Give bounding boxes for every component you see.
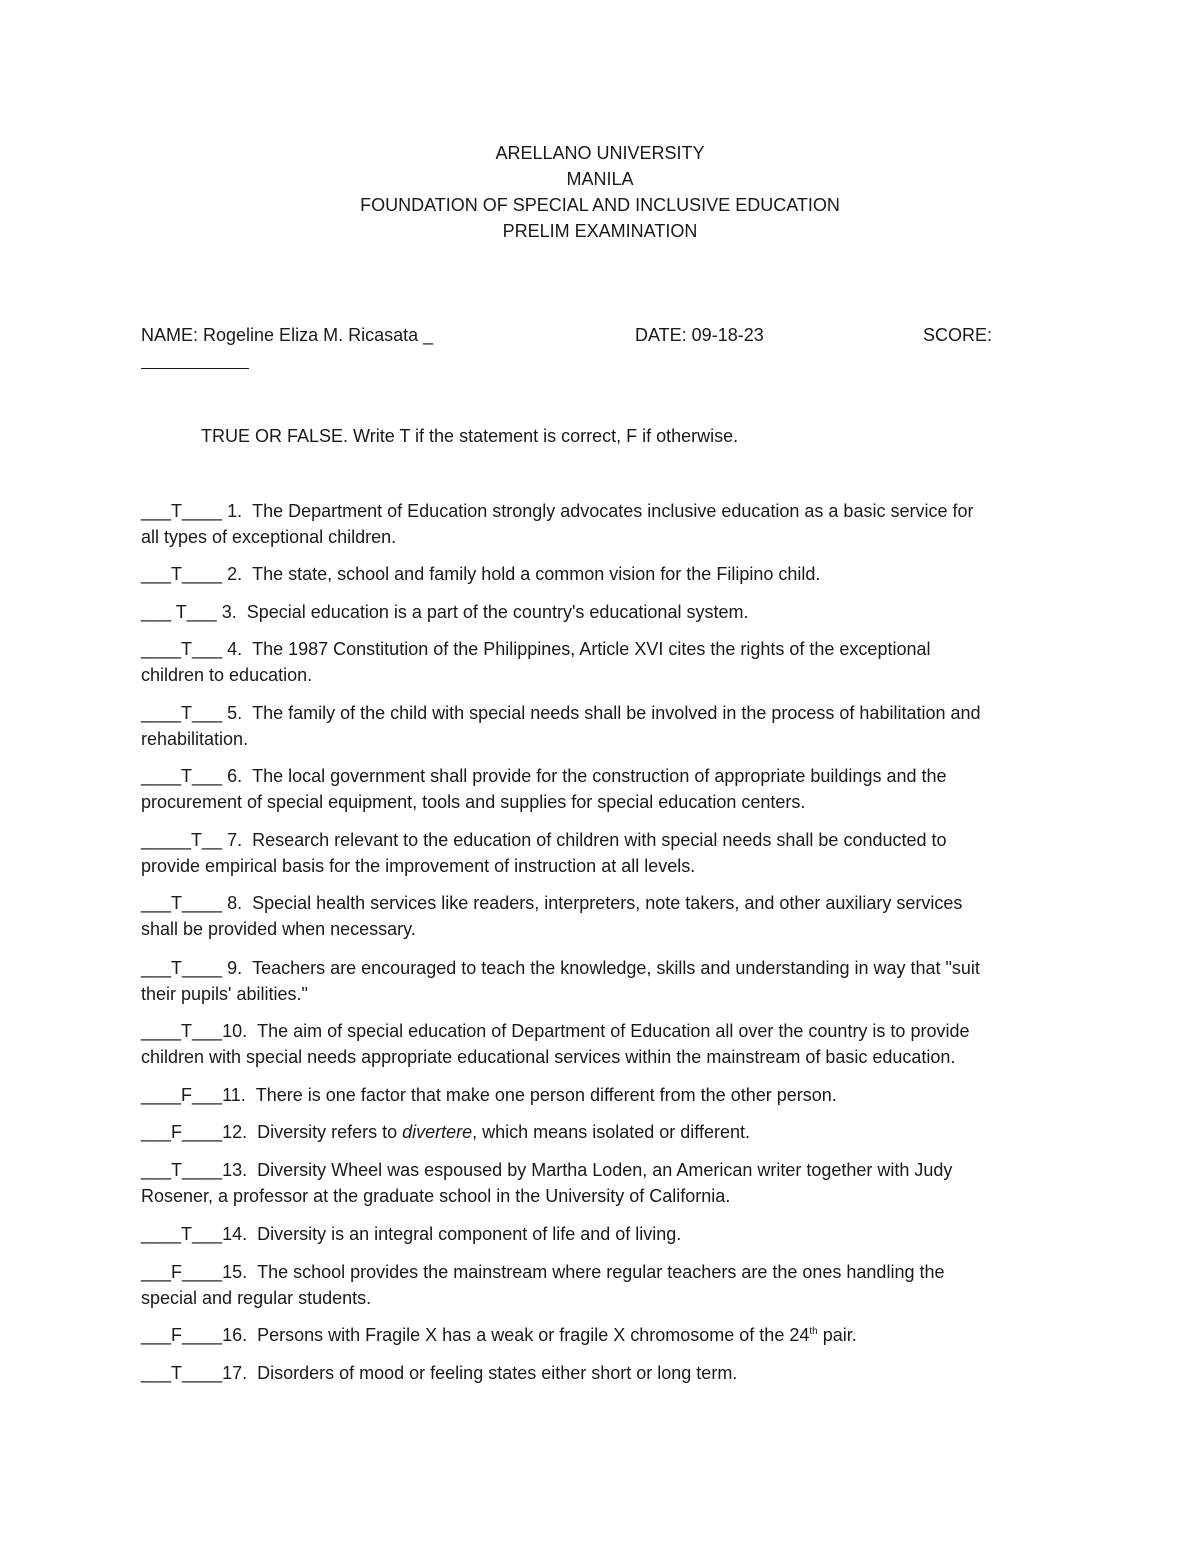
question-text-cont: rehabilitation. (141, 728, 249, 749)
instructions: TRUE OR FALSE. Write T if the statement is correct, F if otherwise. (201, 426, 739, 446)
superscript-th: th (809, 1326, 818, 1337)
question-text: The state, school and family hold a common vision for the Filipino child. (252, 564, 821, 584)
answer-blank: ___T____17. (141, 1363, 248, 1383)
question-text-cont: special and regular students. (141, 1287, 372, 1308)
university-name: ARELLANO UNIVERSITY (495, 143, 705, 163)
question-text: The local government shall provide for the construction of appropriate buildings and the (252, 766, 947, 786)
answer-blank: ___F____15. (141, 1262, 248, 1282)
question-text-post: pair. (817, 1325, 857, 1345)
question-text-cont: all types of exceptional children. (141, 526, 397, 547)
question-text: The 1987 Constitution of the Philippines, Article XVI cites the rights of the exceptional (252, 639, 931, 659)
exam-header (0, 140, 1200, 244)
answer-blank: ___F____12. (141, 1122, 248, 1142)
question-text-cont: their pupils' abilities." (141, 983, 308, 1004)
question-item (141, 828, 1061, 879)
answer-blank: ____T___14. (141, 1224, 248, 1244)
answer-blank: ___T____ 9. (141, 958, 243, 978)
score-blank-line (141, 368, 249, 369)
question-item (141, 562, 1061, 588)
question-item (141, 764, 1061, 815)
question-item (141, 891, 1061, 942)
question-text: The Department of Education strongly advocates inclusive education as a basic service for (252, 501, 974, 521)
question-item (141, 499, 1061, 550)
question-text: The aim of special education of Department of Education all over the country is to provide (257, 1021, 970, 1041)
course-title: FOUNDATION OF SPECIAL AND INCLUSIVE EDUCATION (360, 195, 840, 215)
answer-blank: _____T__ 7. (141, 830, 243, 850)
answer-blank: ____T___ 4. (141, 639, 243, 659)
question-item (141, 1158, 1061, 1209)
question-text-italic: divertere (402, 1122, 473, 1142)
score-label: SCORE: (923, 325, 993, 345)
question-text-pre: Diversity refers to (257, 1122, 403, 1142)
question-text: The family of the child with special needs shall be involved in the process of habilitation and (252, 703, 981, 723)
campus-location: MANILA (566, 169, 634, 189)
question-text: There is one factor that make one person different from the other person. (255, 1085, 837, 1105)
answer-blank: ___ T___ 3. (141, 602, 237, 622)
answer-blank: ____T___10. (141, 1021, 248, 1041)
question-text: Research relevant to the education of children with special needs shall be conducted to (252, 830, 947, 850)
question-item (141, 637, 1061, 688)
answer-blank: ___F____16. (141, 1325, 248, 1345)
student-info-row (141, 322, 1061, 348)
question-item (141, 701, 1061, 752)
question-text-post: , which means isolated or different. (472, 1122, 750, 1142)
question-text-cont: Rosener, a professor at the graduate school in the University of California. (141, 1185, 731, 1206)
question-item (141, 1323, 1061, 1349)
question-text-cont: procurement of special equipment, tools and supplies for special education centers. (141, 791, 806, 812)
question-text-cont: provide empirical basis for the improvement of instruction at all levels. (141, 855, 696, 876)
question-item (141, 1083, 1061, 1109)
question-text-cont: shall be provided when necessary. (141, 918, 416, 939)
question-text: Diversity Wheel was espoused by Martha Loden, an American writer together with Judy (257, 1160, 953, 1180)
student-name: NAME: Rogeline Eliza M. Ricasata _ (141, 325, 434, 345)
question-item (141, 1361, 1061, 1387)
answer-blank: ____T___ 6. (141, 766, 243, 786)
question-text: Diversity is an integral component of life and of living. (257, 1224, 682, 1244)
question-item (141, 1120, 1061, 1146)
question-text: Special education is a part of the country's educational system. (246, 602, 749, 622)
question-item (141, 600, 1061, 626)
question-text-cont: children to education. (141, 664, 313, 685)
question-text-pre: Persons with Fragile X has a weak or fragile X chromosome of the 24 (257, 1325, 810, 1345)
question-item (141, 1260, 1061, 1311)
exam-title: PRELIM EXAMINATION (502, 221, 698, 241)
question-item (141, 956, 1061, 1007)
question-text: Special health services like readers, interpreters, note takers, and other auxiliary services (252, 893, 963, 913)
answer-blank: ____F___11. (141, 1085, 246, 1105)
question-item (141, 1019, 1061, 1070)
answer-blank: ___T____ 2. (141, 564, 243, 584)
question-text-cont: children with special needs appropriate educational services within the mainstream of basic education. (141, 1046, 956, 1067)
question-text: Teachers are encouraged to teach the knowledge, skills and understanding in way that "suit (252, 958, 980, 978)
exam-date: DATE: 09-18-23 (635, 325, 764, 345)
question-item (141, 1222, 1061, 1248)
answer-blank: ___T____13. (141, 1160, 248, 1180)
answer-blank: ____T___ 5. (141, 703, 243, 723)
question-text: Disorders of mood or feeling states either short or long term. (257, 1363, 738, 1383)
answer-blank: ___T____ 1. (141, 501, 243, 521)
answer-blank: ___T____ 8. (141, 893, 243, 913)
question-text: The school provides the mainstream where regular teachers are the ones handling the (257, 1262, 945, 1282)
